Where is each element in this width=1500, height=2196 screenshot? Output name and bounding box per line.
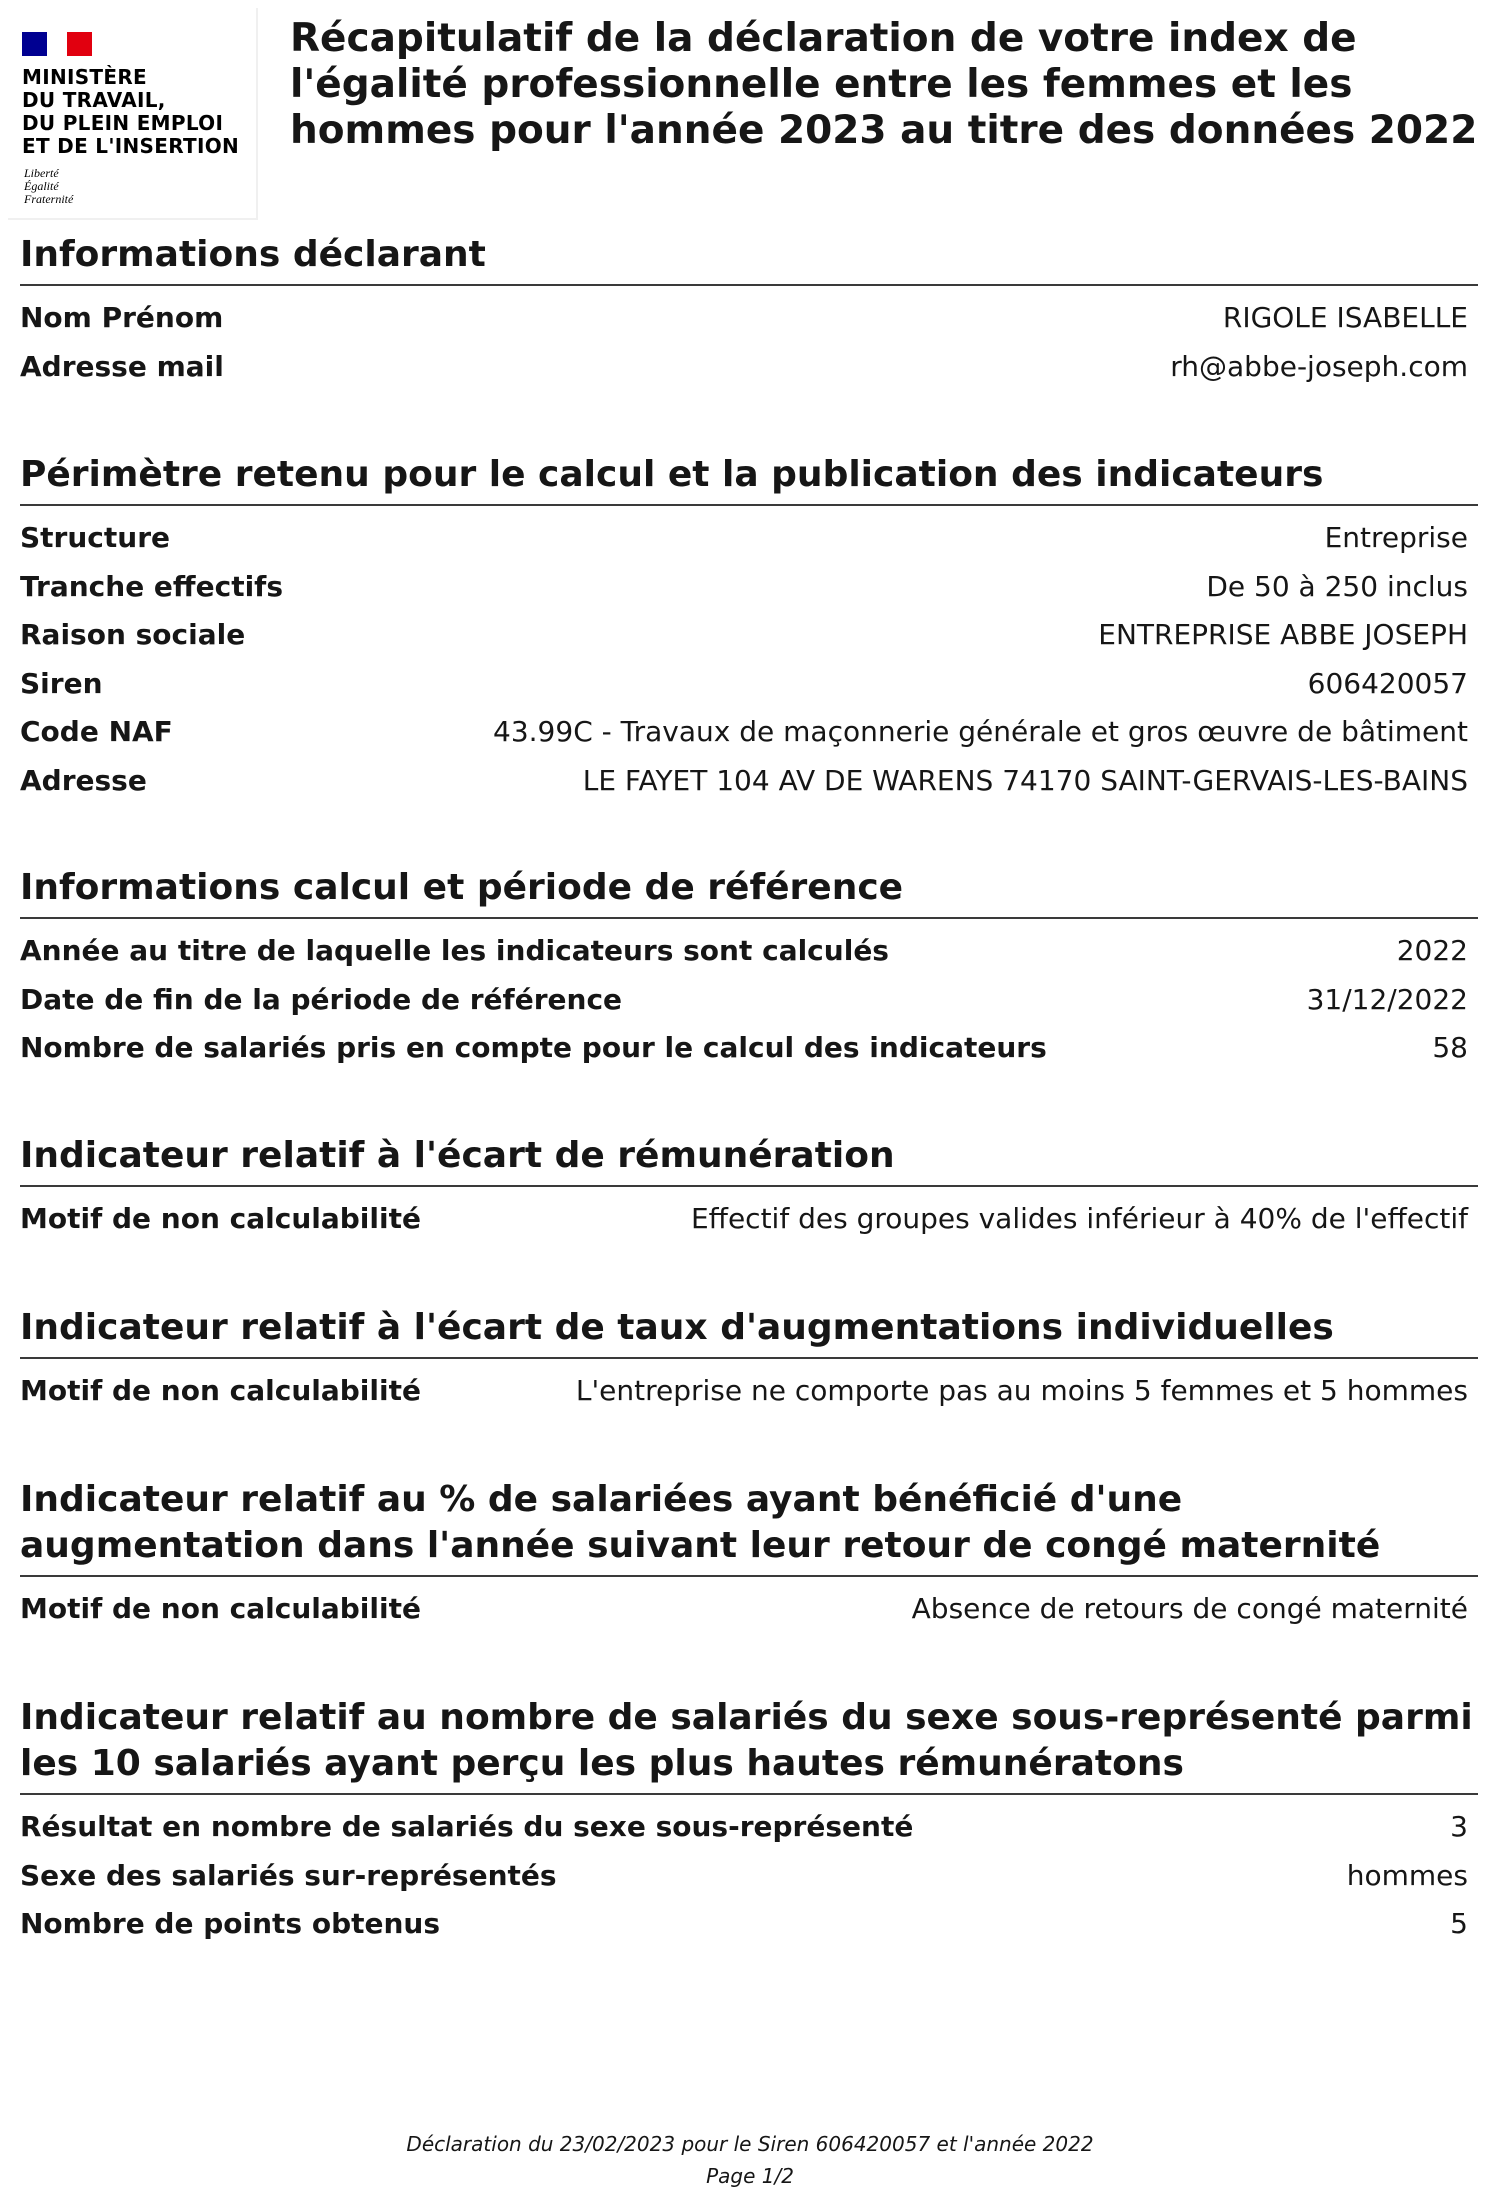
section-title: Périmètre retenu pour le calcul et la publication des indicateurs <box>20 452 1478 506</box>
section-augmentations <box>20 1305 1478 1416</box>
page-footer <box>0 2128 1500 2192</box>
row-value: 3 <box>1450 1810 1468 1843</box>
info-row <box>20 1367 1478 1416</box>
row-value: Absence de retours de congé maternité <box>911 1592 1468 1625</box>
info-row <box>20 708 1478 757</box>
row-value: 2022 <box>1396 934 1468 967</box>
section-title: Informations déclarant <box>20 232 1478 286</box>
row-value: rh@abbe-joseph.com <box>1170 349 1468 383</box>
section-title: Informations calcul et période de référence <box>20 865 1478 919</box>
row-label: Date de fin de la période de référence <box>20 982 623 1016</box>
row-label: Motif de non calculabilité <box>20 1374 421 1407</box>
row-value: 606420057 <box>1307 666 1468 700</box>
info-row <box>20 343 1478 392</box>
page-header <box>0 0 1500 222</box>
info-row <box>20 1195 1478 1244</box>
row-value: 5 <box>1450 1907 1468 1940</box>
info-row <box>20 1803 1478 1852</box>
page-number: Page 1/2 <box>706 2164 794 2188</box>
section-calcul <box>20 865 1478 1073</box>
row-label: Structure <box>20 521 171 554</box>
row-value: De 50 à 250 inclus <box>1206 569 1468 603</box>
row-label: Tranche effectifs <box>20 569 284 603</box>
row-value: ENTREPRISE ABBE JOSEPH <box>1098 618 1468 651</box>
info-row <box>20 927 1478 976</box>
marianne-flag-icon <box>22 32 92 56</box>
ministry-name: MINISTÈRE DU TRAVAIL, DU PLEIN EMPLOI ET DE L'INSERTION <box>22 65 240 158</box>
footer-declaration-line: Déclaration du 23/02/2023 pour le Siren 606420057 et l'année 2022 <box>406 2132 1094 2156</box>
info-row <box>20 1585 1478 1634</box>
section-perimetre <box>20 452 1478 805</box>
row-label: Année au titre de laquelle les indicateurs sont calculés <box>20 934 889 967</box>
row-value: Entreprise <box>1324 521 1468 554</box>
section-title: Indicateur relatif au nombre de salariés du sexe sous-représenté parmi les 10 salariés ayant perçu les plus hautes rémunératons <box>20 1695 1478 1795</box>
row-value: hommes <box>1346 1858 1468 1892</box>
row-label: Code NAF <box>20 715 173 748</box>
section-title: Indicateur relatif au % de salariées ayant bénéficié d'une augmentation dans l'année suivant leur retour de congé maternité <box>20 1477 1478 1577</box>
row-label: Adresse <box>20 763 147 797</box>
info-row <box>20 1024 1478 1073</box>
row-label: Raison sociale <box>20 618 246 651</box>
row-value: Effectif des groupes valides inférieur à 40% de l'effectif <box>690 1202 1468 1235</box>
info-row <box>20 1852 1478 1901</box>
republic-motto: Liberté Égalité Fraternité <box>24 166 74 206</box>
info-row <box>20 1900 1478 1949</box>
info-row <box>20 757 1478 806</box>
row-value: 58 <box>1432 1031 1468 1064</box>
info-row <box>20 294 1478 343</box>
info-row <box>20 611 1478 660</box>
row-value: L'entreprise ne comporte pas au moins 5 femmes et 5 hommes <box>575 1374 1468 1407</box>
section-hautes-remunerations <box>20 1695 1478 1949</box>
row-label: Nom Prénom <box>20 301 224 334</box>
info-row <box>20 660 1478 709</box>
row-label: Nombre de points obtenus <box>20 1907 441 1940</box>
row-label: Sexe des salariés sur-représentés <box>20 1858 557 1892</box>
row-value: LE FAYET 104 AV DE WARENS 74170 SAINT-GERVAIS-LES-BAINS <box>582 763 1468 797</box>
info-row <box>20 514 1478 563</box>
ministry-logo <box>8 8 258 220</box>
row-value: 43.99C - Travaux de maçonnerie générale et gros œuvre de bâtiment <box>493 715 1468 748</box>
document-title: Récapitulatif de la déclaration de votre index de l'égalité professionnelle entre les femmes et les hommes pour l'année 2023 au titre des données 2022 <box>290 16 1478 153</box>
section-title: Indicateur relatif à l'écart de rémunération <box>20 1133 1478 1187</box>
info-row <box>20 563 1478 612</box>
row-label: Motif de non calculabilité <box>20 1592 421 1625</box>
row-label: Nombre de salariés pris en compte pour le calcul des indicateurs <box>20 1031 1047 1064</box>
info-row <box>20 976 1478 1025</box>
row-label: Siren <box>20 666 103 700</box>
row-label: Adresse mail <box>20 349 224 383</box>
section-declarant <box>20 232 1478 391</box>
section-title: Indicateur relatif à l'écart de taux d'augmentations individuelles <box>20 1305 1478 1359</box>
row-value: RIGOLE ISABELLE <box>1222 301 1468 334</box>
row-value: 31/12/2022 <box>1306 982 1468 1016</box>
row-label: Résultat en nombre de salariés du sexe sous-représenté <box>20 1810 914 1843</box>
section-remuneration <box>20 1133 1478 1244</box>
row-label: Motif de non calculabilité <box>20 1202 421 1235</box>
section-maternite <box>20 1477 1478 1634</box>
